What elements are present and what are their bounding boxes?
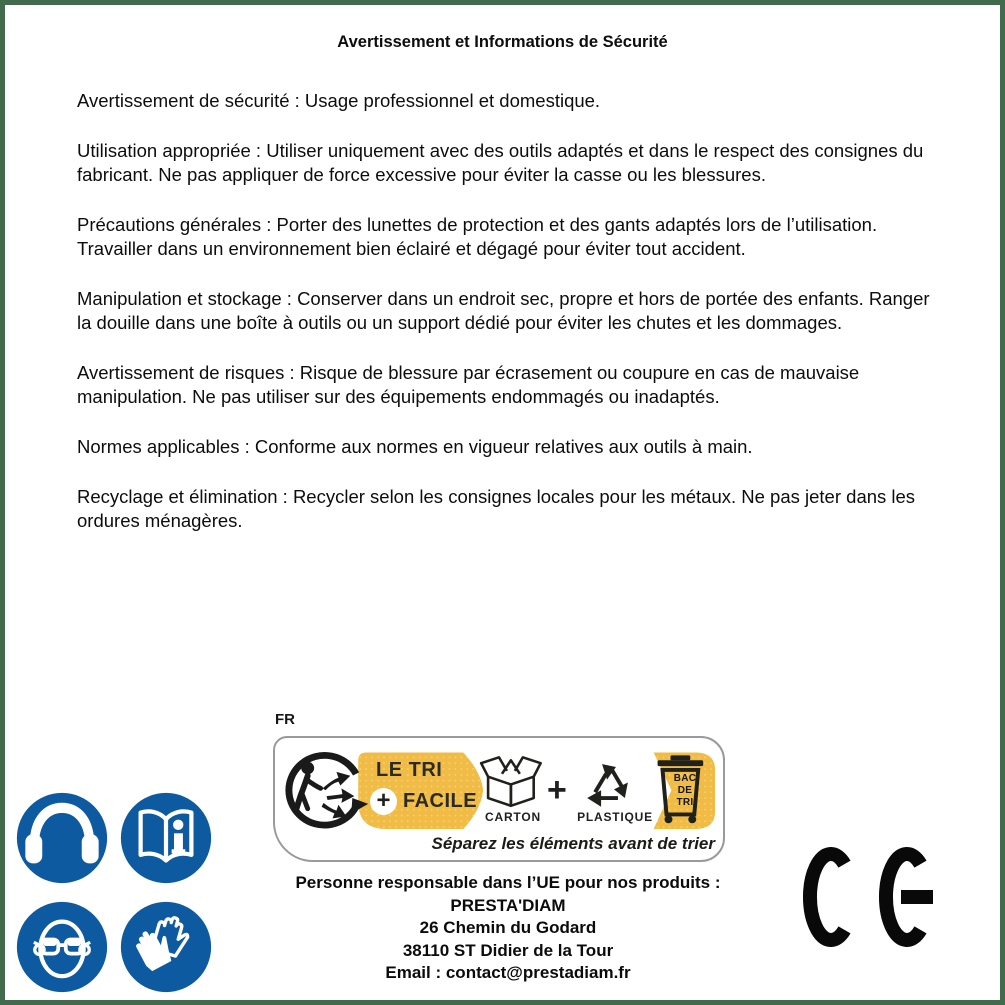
tri-headline-facile: FACILE: [403, 790, 478, 812]
safety-paragraph: Avertissement de sécurité : Usage professionnel et domestique.: [77, 90, 601, 111]
info-tri-recycling-label: [273, 736, 725, 862]
email-line: Email : contact@prestadiam.fr: [385, 963, 631, 982]
safety-paragraph: Manipulation et stockage : Conserver dans un endroit sec, propre et hors de portée des enfants. Ranger la douille dans une boîte à outils ou un support dédié pour éviter les chutes et les dommages.: [77, 288, 930, 333]
safety-paragraph: Utilisation appropriée : Utiliser uniquement avec des outils adaptés et dans le respect des consignes du fabricant. Ne pas appliquer de force excessive pour éviter la casse ou les blessures.: [77, 140, 924, 185]
safety-paragraph: Recyclage et élimination : Recycler selon les consignes locales pour les métaux. Ne pas jeter dans les ordures ménagères.: [77, 486, 916, 531]
sorting-tagline: Séparez les éléments avant de trier: [431, 834, 715, 853]
bin-text-line: TRI: [676, 797, 694, 808]
plus-separator: +: [547, 771, 567, 809]
wear-gloves-icon: [119, 900, 213, 994]
bin-text: [662, 773, 708, 809]
company-name: PRESTA'DIAM: [450, 895, 566, 915]
responsible-intro: Personne responsable dans l’UE pour nos produits :: [295, 873, 721, 892]
plus-badge-icon: +: [370, 788, 397, 815]
address-line: 26 Chemin du Godard: [419, 918, 597, 937]
material-label-plastique: PLASTIQUE: [577, 810, 653, 824]
wear-ear-protection-icon: [15, 791, 109, 885]
cardboard-box-icon: [481, 757, 540, 805]
plastic-recycling-icon: [587, 764, 628, 807]
bin-text-line: BAC: [673, 773, 697, 784]
tri-headline-line1: LE TRI: [376, 759, 443, 781]
safety-paragraph: Normes applicables : Conforme aux normes en vigueur relatives aux outils à main.: [77, 436, 753, 457]
safety-paragraph: Précautions générales : Porter des lunettes de protection et des gants adaptés lors de l’utilisation. Travailler dans un environnement bien éclairé et dégagé pour éviter tout accident.: [77, 214, 878, 259]
page-title: Avertissement et Informations de Sécurité: [337, 33, 668, 51]
tri-headline-line2: [370, 788, 477, 815]
eu-responsible-block: [243, 872, 773, 985]
triman-recycling-icon: [289, 755, 368, 825]
country-code-label: FR: [275, 711, 295, 728]
ce-marking-icon: [802, 845, 954, 949]
wear-eye-protection-icon: [15, 900, 109, 994]
bin-text-line: DE: [677, 785, 693, 796]
read-instructions-icon: [119, 791, 213, 885]
material-label-carton: CARTON: [485, 810, 541, 824]
safety-text-block: [77, 89, 945, 559]
safety-paragraph: Avertissement de risques : Risque de blessure par écrasement ou coupure en cas de mauvaise manipulation. Ne pas utiliser sur des équipements endommagés ou inadaptés.: [77, 362, 860, 407]
address-line: 38110 ST Didier de la Tour: [402, 940, 614, 960]
mandatory-pictograms: [15, 791, 213, 994]
